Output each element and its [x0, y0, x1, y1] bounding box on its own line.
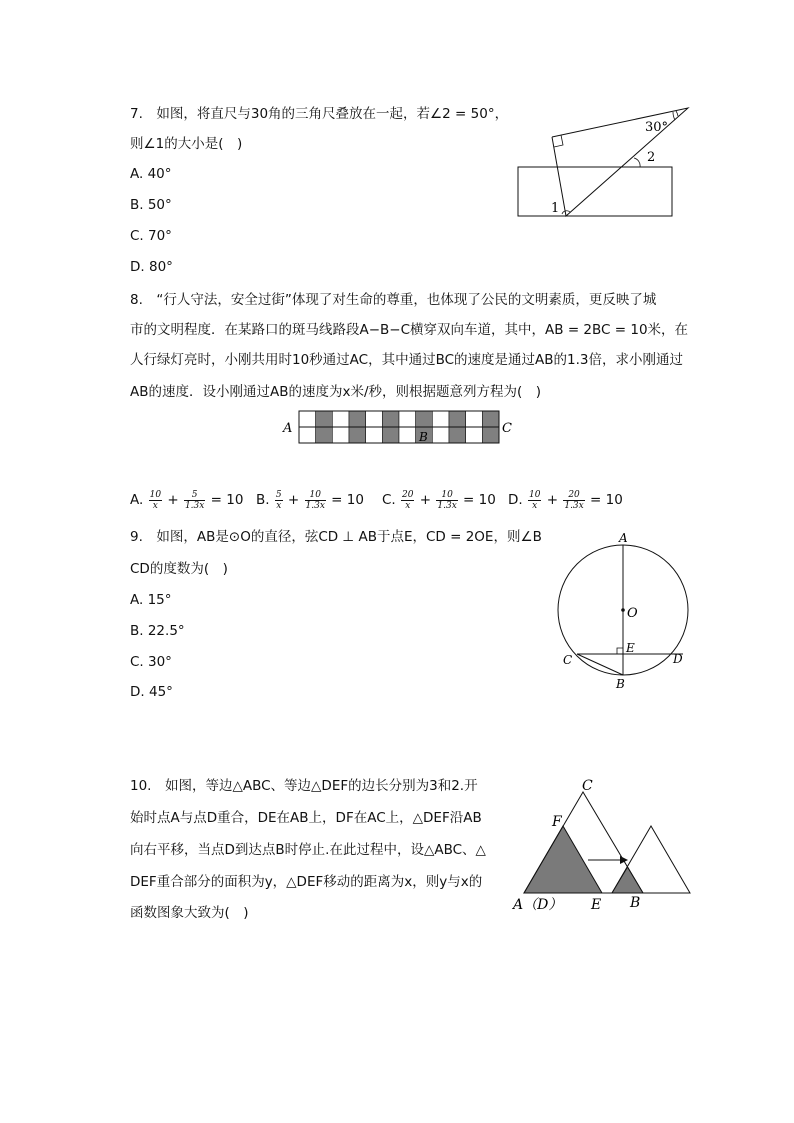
q8-option-a[interactable]: [130, 486, 243, 514]
q9-circle-figure: [550, 528, 700, 693]
q7-ruler-triangle-figure: [510, 100, 700, 225]
q10-label-e: E: [591, 897, 602, 913]
q7-stem-line2: 则∠1的大小是( ): [130, 136, 243, 152]
q9-stem-line2: CD的度数为( ): [130, 561, 228, 577]
q8-label-b: B: [419, 430, 428, 444]
q7-label-1: 1: [551, 201, 560, 216]
fraction-2: $\frac{10}{1.3x}$: [305, 489, 325, 511]
q7-option-b[interactable]: B. 50°: [130, 197, 172, 213]
q8-option-b[interactable]: [256, 486, 364, 514]
fraction-2: $\frac{20}{1.3x}$: [564, 489, 584, 511]
q9-option-c[interactable]: C. 30°: [130, 654, 172, 670]
q8-stem-line1: 8. “行人守法，安全过街”体现了对生命的尊重，也体现了公民的文明素质，更反映了城: [130, 292, 657, 308]
q8-option-d[interactable]: [508, 486, 623, 514]
q8-options-row: [130, 486, 650, 514]
q9-label-c: C: [563, 653, 573, 667]
q9-label-a: A: [619, 531, 628, 545]
equation-rhs: = 10: [206, 492, 244, 508]
equation-rhs: = 10: [585, 492, 623, 508]
plus-sign: +: [542, 492, 563, 508]
q8-stem-line3: 人行绿灯亮时，小刚共用时10秒通过AC，其中通过BC的速度是通过AB的1.3倍，求小刚通过: [130, 352, 684, 368]
option-letter: D.: [508, 492, 523, 508]
plus-sign: +: [415, 492, 436, 508]
equation-rhs: = 10: [458, 492, 496, 508]
q10-triangles-figure: [510, 776, 700, 916]
q7-label-2: 2: [647, 150, 656, 165]
q9-option-b[interactable]: B. 22.5°: [130, 623, 185, 639]
q8-stem-line2: 市的文明程度．在某路口的斑马线路段A−B−C横穿双向车道，其中，AB = 2BC = 10米，在: [130, 322, 689, 338]
fraction-2: $\frac{10}{1.3x}$: [437, 489, 457, 511]
q10-label-ad: A（D）: [513, 897, 563, 913]
q10-label-b: B: [630, 895, 641, 911]
plus-sign: +: [283, 492, 304, 508]
q10-stem-line2: 始时点A与点D重合，DE在AB上，DF在AC上，△DEF沿AB: [130, 810, 482, 826]
q10-stem-line3: 向右平移，当点D到达点B时停止.在此过程中，设△ABC、△: [130, 842, 486, 858]
q8-label-a: A: [283, 421, 293, 436]
q8-label-c: C: [502, 421, 512, 436]
q10-label-f: F: [552, 814, 562, 830]
q10-stem-line4: DEF重合部分的面积为y，△DEF移动的距离为x，则y与x的: [130, 874, 483, 890]
q9-label-o: O: [627, 606, 638, 621]
q9-option-d[interactable]: D. 45°: [130, 684, 173, 700]
fraction-1: $\frac{5}{x}$: [275, 489, 282, 511]
option-letter: C.: [382, 492, 396, 508]
q9-option-a[interactable]: A. 15°: [130, 592, 172, 608]
q10-label-c: C: [582, 778, 593, 794]
option-letter: A.: [130, 492, 144, 508]
q7-option-a[interactable]: A. 40°: [130, 166, 172, 182]
q9-stem-line1: 9. 如图，AB是⊙O的直径，弦CD ⊥ AB于点E，CD = 2OE，则∠B: [130, 529, 542, 545]
option-letter: B.: [256, 492, 270, 508]
q8-zebra-crossing-figure: [280, 406, 520, 448]
q7-option-c[interactable]: C. 70°: [130, 228, 172, 244]
q7-label-30: 30°: [645, 120, 669, 135]
q9-label-b: B: [616, 677, 625, 691]
fraction-1: $\frac{20}{x}$: [402, 489, 414, 511]
q9-label-d: D: [673, 652, 683, 666]
fraction-2: $\frac{5}{1.3x}$: [184, 489, 205, 511]
q7-option-d[interactable]: D. 80°: [130, 259, 173, 275]
fraction-1: $\frac{10}{x}$: [528, 489, 541, 511]
q7-stem-line1: 7. 如图，将直尺与30角的三角尺叠放在一起，若∠2 = 50°，: [130, 106, 509, 122]
fraction-1: $\frac{10}{x}$: [149, 489, 162, 511]
q8-option-c[interactable]: [382, 486, 496, 514]
equation-rhs: = 10: [326, 492, 364, 508]
q9-label-e: E: [626, 641, 635, 655]
plus-sign: +: [163, 492, 183, 508]
q10-stem-line5: 函数图象大致为( ): [130, 905, 249, 921]
q10-stem-line1: 10. 如图，等边△ABC、等边△DEF的边长分别为3和2.开: [130, 778, 478, 794]
q8-stem-line4: AB的速度．设小刚通过AB的速度为x米/秒，则根据题意列方程为( ): [130, 384, 542, 400]
